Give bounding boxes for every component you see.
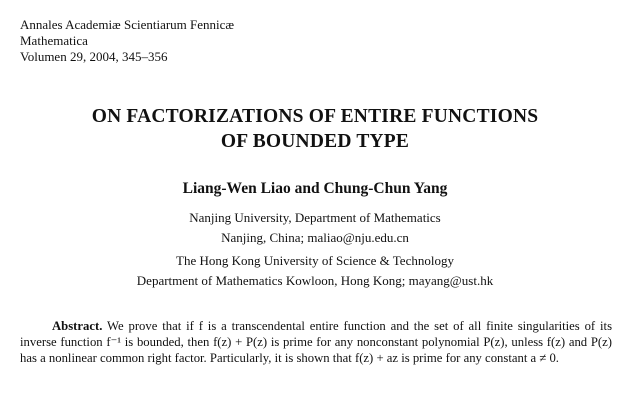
affiliation-nanjing [0,208,630,248]
abstract-label: Abstract. [52,319,103,333]
affiliation-line: Department of Mathematics Kowloon, Hong Kong; mayang@ust.hk [136,273,494,288]
authors: Liang-Wen Liao and Chung-Chun Yang [182,180,448,197]
abstract-text: We prove that if f is a transcendental entire function and the set of all finite singularities of its inverse function f⁻¹ is bounded, then f(z) + P(z) is prime for any nonconstant polynomial P(z), unless f(z) and P(z) has a nonlinear common right factor. Particularly, it is shown that f(z) + az is prime for any constant a ≠ 0. [20,319,613,365]
journal-name: Annales Academiæ Scientiarum Fennicæ [20,17,235,32]
abstract [20,318,612,366]
affiliation-hkust [0,251,630,291]
journal-volume: Volumen 29, 2004, 345–356 [20,49,168,64]
paper-title [0,104,630,154]
affiliation-line: Nanjing, China; maliao@nju.edu.cn [221,230,409,245]
journal-header [20,17,234,65]
title-line-2: OF BOUNDED TYPE [220,131,410,152]
affiliation-line: The Hong Kong University of Science & Technology [176,253,454,268]
affiliation-line: Nanjing University, Department of Mathematics [189,210,441,225]
title-line-1: ON FACTORIZATIONS OF ENTIRE FUNCTIONS [91,106,539,127]
journal-series: Mathematica [20,33,88,48]
